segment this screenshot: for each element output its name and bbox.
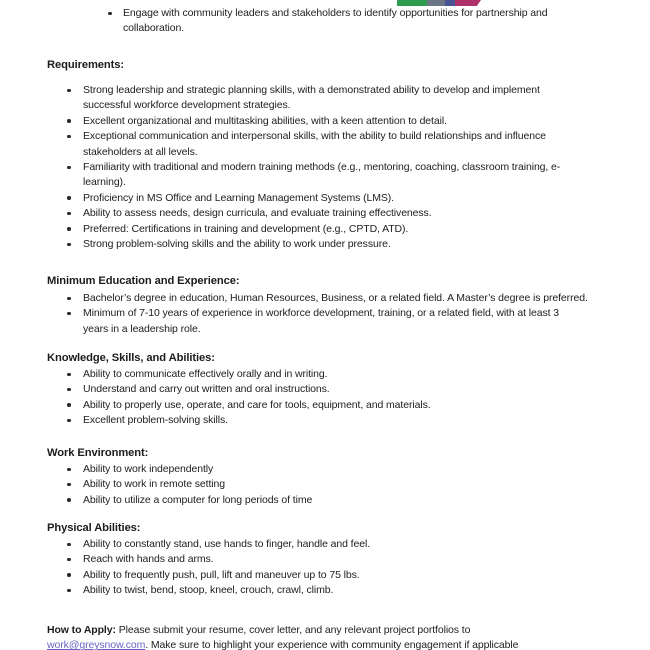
list-item: [47, 398, 640, 413]
list-item-text: Ability to work independently: [83, 463, 214, 475]
apply-line-2: [47, 638, 640, 650]
list-item: [47, 6, 650, 37]
bullet-icon: [67, 312, 71, 316]
list-item-text: Ability to assess needs, design curricula, and evaluate training effectiveness.: [83, 207, 432, 220]
bullet-icon: [67, 373, 71, 377]
list-item: [47, 367, 640, 382]
list-item: [47, 462, 640, 477]
apply-intro-text: Please submit your resume, cover letter, and any relevant project portfolios to: [115, 624, 471, 636]
list-item: [47, 206, 640, 221]
list-item: [47, 222, 640, 237]
section: [47, 351, 640, 429]
list-item-text: Strong problem-solving skills and the ability to work under pressure.: [83, 238, 391, 251]
bullet-icon: [108, 12, 112, 16]
bullet-icon: [67, 119, 71, 123]
section-bullet-list: [47, 462, 640, 508]
list-item: [47, 552, 640, 567]
list-item: [47, 114, 640, 129]
apply-text-after-link: . Make sure to highlight your experience with community engagement if applicable: [145, 639, 519, 650]
section-heading: Requirements:: [47, 59, 125, 71]
bullet-icon: [67, 297, 71, 301]
section-heading: Physical Abilities:: [47, 522, 141, 534]
bullet-icon: [67, 403, 71, 407]
bullet-icon: [67, 196, 71, 200]
bullet-icon: [67, 543, 71, 547]
bullet-icon: [67, 483, 71, 487]
section-bullet-list: [47, 83, 640, 252]
bullet-icon: [67, 227, 71, 231]
list-item-text: Strong leadership and strategic planning skills, with a demonstrated ability to develop and implement successful workforce development strategies.: [83, 84, 540, 112]
list-item: [47, 477, 640, 492]
list-item-text: Ability to constantly stand, use hands to finger, handle and feel.: [83, 538, 371, 550]
bullet-icon: [67, 388, 71, 392]
bullet-icon: [67, 135, 71, 139]
bullet-icon: [67, 166, 71, 170]
list-item: [47, 413, 640, 428]
list-item: [47, 291, 640, 306]
section: [47, 521, 640, 599]
section-heading: Work Environment:: [47, 447, 149, 459]
how-to-apply-label: How to Apply:: [47, 624, 116, 636]
list-item-text: Proficiency in MS Office and Learning Management Systems (LMS).: [83, 191, 394, 204]
list-item-text: Understand and carry out written and oral instructions.: [83, 383, 330, 396]
list-item: [47, 382, 640, 397]
list-item-text: Engage with community leaders and stakeholders to identify opportunities for partnership and collaboration.: [123, 7, 548, 35]
list-item-text: Excellent organizational and multitasking abilities, with a keen attention to detail.: [83, 114, 447, 127]
list-item: [47, 568, 640, 583]
bullet-icon: [67, 498, 71, 502]
list-item-text: Ability to frequently push, pull, lift and maneuver up to 75 lbs.: [83, 568, 360, 581]
list-item-text: Ability to work in remote setting: [83, 478, 226, 491]
list-item: [47, 129, 640, 160]
list-item: [47, 306, 640, 337]
section-bullet-list: [47, 367, 640, 429]
bullet-icon: [67, 573, 71, 577]
list-item-text: Excellent problem-solving skills.: [83, 414, 228, 427]
list-item-text: Preferred: Certifications in training and development (e.g., CPTD, ATD).: [83, 222, 409, 235]
list-item: [47, 83, 640, 114]
section-heading: Minimum Education and Experience:: [47, 275, 240, 287]
list-item-text: Familiarity with traditional and modern training methods (e.g., mentoring, coaching, classroom training, e- learning).: [83, 161, 561, 189]
list-item-text: Ability to properly use, operate, and care for tools, equipment, and materials.: [83, 398, 431, 411]
list-item-text: Bachelor’s degree in education, Human Resources, Business, or a related field. A Master’s degree is preferred.: [83, 292, 588, 304]
list-item-text: Ability to twist, bend, stoop, kneel, crouch, crawl, climb.: [83, 584, 334, 597]
how-to-apply-paragraph: [47, 623, 640, 650]
email-link[interactable]: work@greysnow.com: [47, 639, 146, 650]
bullet-icon: [67, 558, 71, 562]
list-item: [47, 237, 640, 252]
bullet-icon: [67, 468, 71, 472]
apply-line-1: [47, 623, 640, 638]
bullet-icon: [67, 589, 71, 593]
list-item-text: Ability to communicate effectively orally and in writing.: [83, 368, 328, 380]
section-bullet-list: [47, 291, 640, 337]
bullet-icon: [67, 243, 71, 247]
section-heading: Knowledge, Skills, and Abilities:: [47, 352, 215, 364]
list-item: [47, 493, 640, 508]
list-item: [47, 583, 640, 598]
section-bullet-list: [47, 537, 640, 599]
list-item: [47, 191, 640, 206]
list-item-text: Ability to utilize a computer for long periods of time: [83, 493, 313, 506]
list-item: [47, 537, 640, 552]
section: [47, 58, 640, 252]
section: [47, 446, 640, 508]
list-item: [47, 160, 640, 191]
bullet-icon: [67, 89, 71, 93]
list-item-text: Exceptional communication and interpersonal skills, with the ability to build relationships and influence stakeholders at all levels.: [83, 130, 546, 158]
intro-bullet-list: [47, 6, 650, 37]
list-item-text: Minimum of 7-10 years of experience in workforce development, training, or a related field, with at least 3 years in a leadership role.: [83, 307, 560, 335]
bullet-icon: [67, 419, 71, 423]
section: [47, 274, 640, 337]
list-item-text: Reach with hands and arms.: [83, 553, 214, 566]
bullet-icon: [67, 212, 71, 216]
